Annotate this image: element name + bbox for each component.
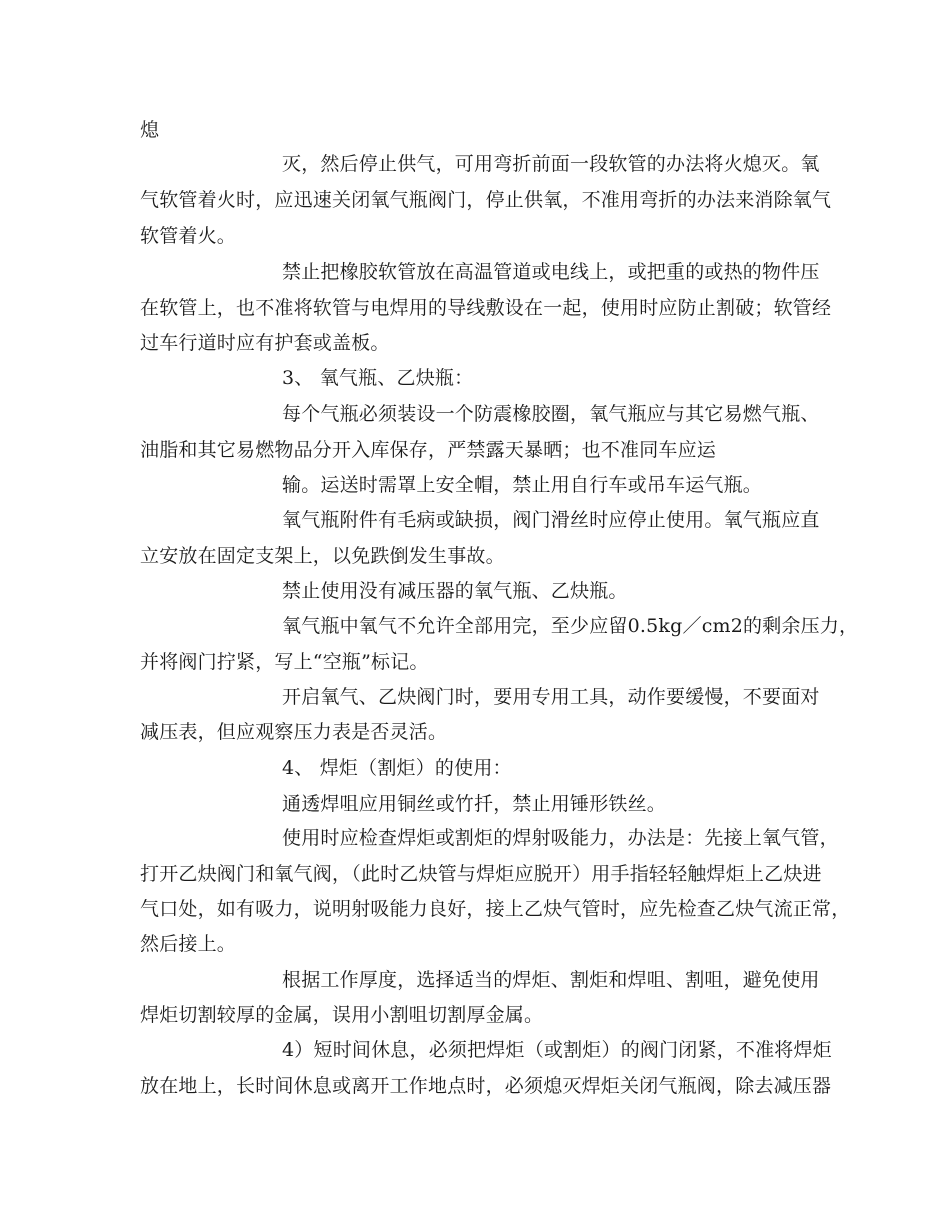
section-heading: 4、 焊炬（割炬）的使用： [282,757,512,779]
text-line: 灭，然后停止供气，可用弯折前面一段软管的办法将火熄灭。氧 [282,153,820,175]
text-line: 氧气瓶中氧气不允许全部用完，至少应留0.5kg／cm2的剩余压力， [282,615,859,637]
text-line: 禁止把橡胶软管放在高温管道或电线上，或把重的或热的物件压 [282,261,820,283]
text-line: 减压表，但应观察压力表是否灵活。 [140,721,448,743]
text-line: 气软管着火时，应迅速关闭氧气瓶阀门，停止供氧，不准用弯折的办法来消除氧气 [140,189,832,211]
text-line: 焊炬切割较厚的金属，误用小割咀切割厚金属。 [140,1004,544,1026]
text-line: 氧气瓶附件有毛病或缺损，阀门滑丝时应停止使用。氧气瓶应直 [282,509,820,531]
text-line: 在软管上，也不准将软管与电焊用的导线敷设在一起，使用时应防止割破；软管经 [140,297,832,319]
text-line: 根据工作厚度，选择适当的焊炬、割炬和焊咀、割咀，避免使用 [282,969,820,991]
text-line: 4）短时间休息，必须把焊炬（或割炬）的阀门闭紧，不准将焊炬 [282,1039,832,1061]
text-line: 放在地上，长时间休息或离开工作地点时，必须熄灭焊炬关闭气瓶阀，除去减压器 [140,1075,832,1097]
section-heading: 3、 氧气瓶、乙炔瓶： [282,367,474,389]
text-line: 每个气瓶必须装设一个防震橡胶圈，氧气瓶应与其它易燃气瓶、 [282,403,820,425]
text-line: 气口处，如有吸力，说明射吸能力良好，接上乙炔气管时，应先检查乙炔气流正常， [140,898,851,920]
text-line: 过车行道时应有护套或盖板。 [140,332,390,354]
text-line: 熄 [140,119,160,141]
text-line: 并将阀门拧紧，写上“空瓶”标记。 [140,651,429,673]
text-line: 然后接上。 [140,933,237,955]
text-line: 立安放在固定支架上，以免跌倒发生事故。 [140,545,505,567]
text-line: 输。运送时需罩上安全帽，禁止用自行车或吊车运气瓶。 [282,474,763,496]
text-line: 油脂和其它易燃物品分开入库保存，严禁露天暴晒；也不准同车应运 [140,439,717,461]
text-line: 通透焊咀应用铜丝或竹扦，禁止用锤形铁丝。 [282,793,667,815]
text-line: 软管着火。 [140,225,237,247]
text-line: 禁止使用没有减压器的氧气瓶、乙炔瓶。 [282,580,628,602]
text-line: 使用时应检查焊炬或割炬的焊射吸能力，办法是：先接上氧气管， [282,827,839,849]
text-line: 开启氧气、乙炔阀门时，要用专用工具，动作要缓慢，不要面对 [282,686,820,708]
text-line: 打开乙炔阀门和氧气阀，（此时乙炔管与焊炬应脱开）用手指轻轻触焊炬上乙炔进 [140,863,822,885]
